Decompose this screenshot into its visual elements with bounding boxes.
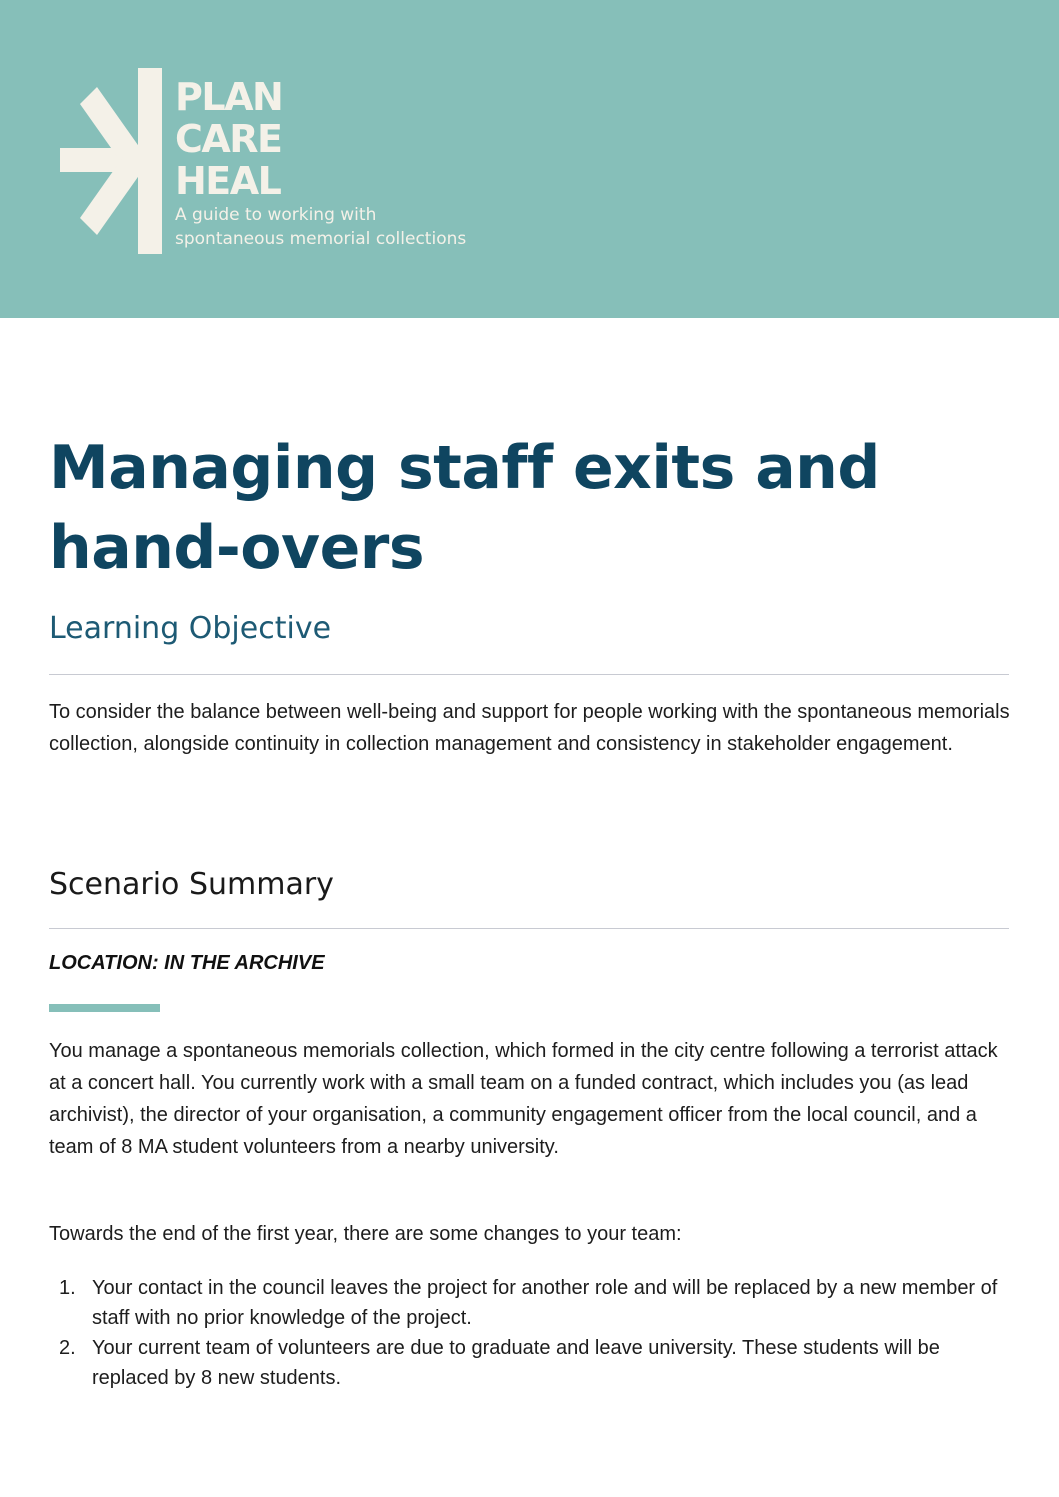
list-item-text: Your contact in the council leaves the project for another role and will be replaced by a new member of staff with no prior knowledge of the project. (92, 1277, 998, 1329)
brand-line-care: CARE (175, 117, 282, 161)
list-item-number: 1. (59, 1277, 76, 1299)
brand-wordmark (175, 76, 282, 202)
brand-tagline (175, 203, 466, 251)
location-label: LOCATION: IN THE ARCHIVE (49, 952, 325, 974)
changes-list (49, 1273, 1014, 1393)
page-title (49, 428, 1009, 588)
scenario-paragraph: You manage a spontaneous memorials collection, which formed in the city centre following a terrorist attack at a concert hall. You currently work with a small team on a funded contract, which includes you (as lead archivist), the director of your organisation, a community engagement officer from the local council, and a team of 8 MA student volunteers from a nearby university. (49, 1040, 998, 1158)
list-item-number: 2. (59, 1337, 76, 1359)
brand-line-heal: HEAL (175, 159, 281, 203)
accent-bar (49, 1004, 160, 1012)
tagline-line-1: A guide to working with (175, 205, 377, 225)
header-banner (0, 0, 1059, 318)
list-item (49, 1273, 1014, 1333)
brand-line-plan: PLAN (175, 75, 283, 119)
tagline-line-2: spontaneous memorial collections (175, 229, 467, 249)
arrow-burst-logo-icon (58, 68, 168, 254)
scenario-summary-heading: Scenario Summary (49, 867, 334, 902)
learning-objective-text: To consider the balance between well-being and support for people working with the spontaneous memorials collection, alongside continuity in collection management and consistency in stakeholder engagement. (49, 701, 1010, 755)
list-item-text: Your current team of volunteers are due to graduate and leave university. These students will be replaced by 8 new students. (92, 1337, 940, 1389)
learning-objective-heading: Learning Objective (49, 611, 332, 646)
section-divider (49, 674, 1009, 675)
title-line-2: hand-overs (49, 513, 425, 583)
section-divider (49, 928, 1009, 929)
list-item (49, 1333, 1014, 1393)
changes-intro: Towards the end of the first year, there are some changes to your team: (49, 1223, 682, 1245)
title-line-1: Managing staff exits and (49, 433, 880, 503)
